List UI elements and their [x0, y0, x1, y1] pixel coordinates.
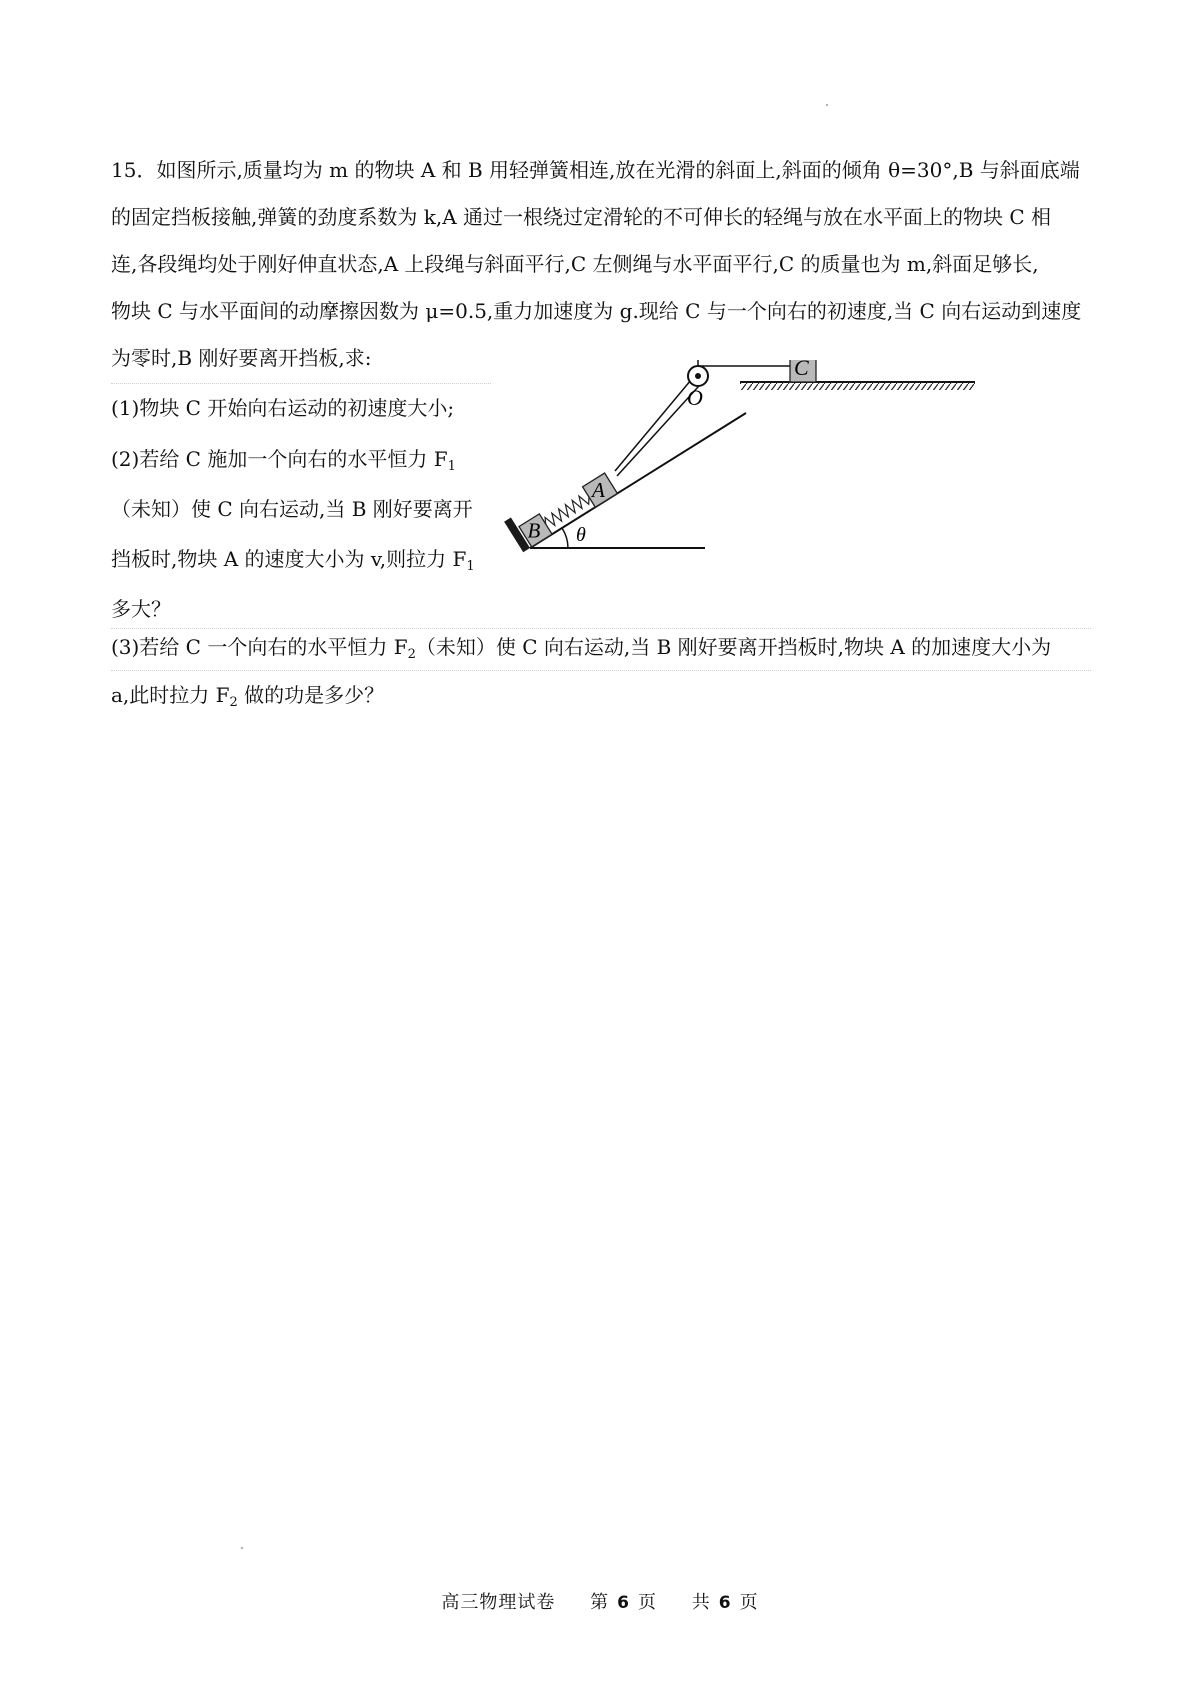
footer-page-number: 6 — [617, 1593, 630, 1613]
scan-speck — [826, 104, 828, 106]
block-a — [579, 470, 618, 509]
part3-line-2 — [111, 680, 384, 718]
block-c-label: C — [794, 360, 809, 380]
footer-total-number: 6 — [718, 1593, 732, 1613]
surface-hatch — [740, 382, 975, 390]
angle-arc — [562, 528, 568, 548]
footer-page-suffix: 页 — [638, 1592, 657, 1613]
theta-label: θ — [576, 524, 586, 546]
dotted-rule — [111, 383, 491, 384]
part2-line-1 — [111, 444, 456, 482]
question-line-2: 的固定挡板接触,弹簧的劲度系数为 k,A 通过一根绕过定滑轮的不可伸长的轻绳与放在水平面上的物块 C 相 — [111, 205, 1052, 229]
dotted-rule — [111, 628, 1091, 629]
part3-line-1 — [111, 632, 1051, 670]
subscript: 1 — [447, 459, 456, 474]
part2-line-3 — [111, 544, 475, 582]
pulley-label: O — [687, 385, 703, 410]
subscript: 1 — [466, 559, 475, 574]
part3-line-1-post: （未知）使 C 向右运动,当 B 刚好要离开挡板时,物块 A 的加速度大小为 — [415, 635, 1052, 659]
subscript: 2 — [407, 647, 416, 662]
incline-pulley-diagram — [500, 360, 1080, 560]
footer-total-prefix: 共 — [691, 1592, 711, 1613]
dotted-rule — [111, 670, 1091, 671]
part3-line-2-pre: a,此时拉力 F — [111, 683, 230, 707]
page-footer — [0, 1588, 1200, 1614]
part2-line-3-text: 挡板时,物块 A 的速度大小为 v,则拉力 F — [111, 547, 467, 571]
scan-speck — [241, 1547, 243, 1549]
part1-text: (1)物块 C 开始向右运动的初速度大小; — [111, 396, 455, 420]
part2-line-1-text: (2)若给 C 施加一个向右的水平恒力 F — [111, 447, 448, 471]
part2-line-4: 多大？ — [111, 597, 171, 621]
footer-title: 高三物理试卷 — [441, 1592, 556, 1613]
footer-page-prefix: 第 — [590, 1592, 610, 1613]
question-line-5: 为零时,B 刚好要离开挡板,求: — [111, 346, 372, 370]
block-b-label: B — [527, 518, 541, 543]
part2-line-2: （未知）使 C 向右运动,当 B 刚好要离开 — [111, 497, 473, 521]
footer-total-suffix: 页 — [739, 1592, 759, 1613]
question-line-1: 15．如图所示,质量均为 m 的物块 A 和 B 用轻弹簧相连,放在光滑的斜面上,斜面的倾角 θ=30°,B 与斜面底端 — [111, 158, 1080, 182]
part3-line-2-post: 做的功是多少？ — [237, 683, 385, 707]
pulley-axle — [695, 373, 701, 379]
block-a-label: A — [591, 478, 605, 503]
question-line-4: 物块 C 与水平面间的动摩擦因数为 μ=0.5,重力加速度为 g.现给 C 与一个向右的初速度,当 C 向右运动到速度 — [111, 299, 1082, 323]
rope-incline — [615, 374, 696, 471]
part3-line-1-pre: (3)若给 C 一个向右的水平恒力 F — [111, 635, 408, 659]
question-line-3: 连,各段绳均处于刚好伸直状态,A 上段绳与斜面平行,C 左侧绳与水平面平行,C 的质量也为 m,斜面足够长, — [111, 252, 1039, 276]
subscript: 2 — [229, 695, 238, 710]
